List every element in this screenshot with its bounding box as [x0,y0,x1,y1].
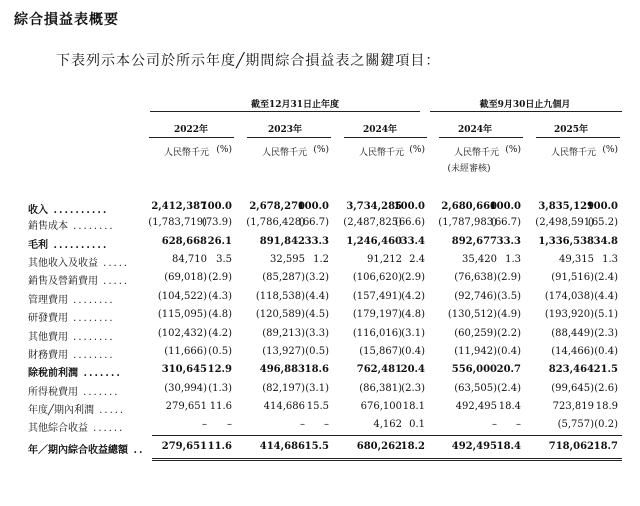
percent-cell: 18.2 [400,441,425,452]
unaudited-note: (未經審核) [447,164,491,174]
unit-label: 人民幣千元 [453,148,499,158]
row-label [28,328,115,343]
percent-cell: (2.9) [401,272,425,283]
percent-cell: (0.4) [594,346,618,357]
percent-cell: 18.6 [304,364,329,375]
leader-dots: .......... [48,205,109,216]
percent-cell: (2.3) [401,383,425,394]
percent-cell: (0.4) [497,346,521,357]
amount-cell: 414,686 [259,441,305,452]
leader-dots: ..... [98,258,130,269]
table-row [0,236,640,252]
table-row [0,419,640,435]
table-row [0,254,640,270]
amount-cell: (13,927) [262,346,305,357]
leader-dots: ........ [68,221,115,232]
percent-cell: (3.2) [305,272,329,283]
percent-cell: 15.5 [306,401,329,412]
percent-cell: (2.3) [594,328,618,339]
row-label-text: 管理費用 [28,295,68,306]
leader-dots: ...... [88,423,125,434]
table-row [0,309,640,325]
table-row [0,346,640,362]
amount-cell: (157,491) [352,291,402,302]
period-rule-nine-month [430,111,622,112]
pct-label: (%) [602,145,618,155]
percent-cell: 11.6 [207,441,232,452]
row-label [28,401,125,416]
amount-cell: 680,262 [356,441,402,452]
amount-cell: 628,668 [161,236,207,247]
row-label-text: 銷售成本 [28,221,68,232]
amount-cell: (116,016) [352,328,402,339]
percent-cell: 33.3 [304,236,329,247]
percent-cell: (4.4) [305,291,329,302]
amount-cell: (174,038) [544,291,594,302]
percent-cell: 11.6 [209,401,232,412]
amount-cell: 279,651 [165,401,207,412]
year-header: 2025年 [553,125,589,135]
total-rule [152,435,622,436]
table-row [0,441,640,457]
amount-cell: (2,498,591) [535,217,594,228]
table-row [0,201,640,217]
row-label-text: 所得稅費用 [28,387,78,398]
table-row [0,217,640,233]
percent-cell: (4.3) [208,291,232,302]
row-label [28,346,115,361]
amount-cell: (85,287) [262,272,305,283]
row-label [28,272,129,287]
percent-cell: (66.7) [298,217,329,228]
row-label-text: 毛利 [28,240,48,251]
amount-cell: 723,819 [552,401,594,412]
year-header: 2023年 [267,125,303,135]
amount-cell: 496,883 [259,364,305,375]
percent-cell: – [227,419,232,430]
amount-cell: (11,942) [454,346,497,357]
row-label-text: 收入 [28,205,48,216]
page-title: 綜合損益表概要 [14,12,119,28]
amount-cell: 35,420 [462,254,497,265]
amount-cell: 718,062 [548,441,594,452]
amount-cell: (1,786,428) [246,217,305,228]
percent-cell: (4.4) [594,291,618,302]
leader-dots: ........ [68,332,115,343]
percent-cell: (2.2) [497,328,521,339]
leader-dots: .......... [48,240,109,251]
percent-cell: 20.7 [496,364,521,375]
amount-cell: 4,162 [373,419,402,430]
pct-label: (%) [409,145,425,155]
amount-cell: (88,449) [551,328,594,339]
amount-cell: (89,213) [262,328,305,339]
leader-dots: ........ [68,295,115,306]
percent-cell: 20.4 [400,364,425,375]
percent-cell: (4.2) [208,328,232,339]
percent-cell: 18.4 [496,441,521,452]
percent-cell: (4.8) [208,309,232,320]
percent-cell: 18.4 [498,401,521,412]
row-label-text: 其他費用 [28,332,68,343]
amount-cell: (106,620) [352,272,402,283]
row-label-text: 年／期內綜合收益總額 [28,445,128,456]
row-label [28,201,108,216]
leader-dots: ..... [98,276,130,287]
percent-cell: (2.9) [208,272,232,283]
amount-cell: (15,867) [359,346,402,357]
percent-cell: (66.6) [394,217,425,228]
percent-cell: (65.2) [587,217,618,228]
amount-cell: (2,487,825) [343,217,402,228]
amount-cell: (14,466) [551,346,594,357]
row-label [28,419,124,434]
percent-cell: (1.3) [208,383,232,394]
year-rule [344,137,427,138]
percent-cell: (3.3) [305,328,329,339]
percent-cell: 21.5 [593,364,618,375]
year-rule [149,137,234,138]
year-rule [536,137,620,138]
amount-cell: 676,100 [360,401,402,412]
unit-label: 人民幣千元 [261,148,307,158]
amount-cell: 310,645 [161,364,207,375]
amount-cell: (179,197) [352,309,402,320]
amount-cell: (5,757) [557,419,594,430]
percent-cell: 1.2 [313,254,329,265]
amount-cell: 1,336,538 [538,236,594,247]
amount-cell: 823,464 [548,364,594,375]
table-row [0,272,640,288]
row-label-text: 年度╱期內利潤 [28,405,95,416]
percent-cell: 33.3 [496,236,521,247]
row-label-text: 銷售及營銷費用 [28,276,98,287]
double-underline [152,458,622,461]
amount-cell: (118,538) [255,291,305,302]
amount-cell: 892,677 [451,236,497,247]
percent-cell: 1.3 [505,254,521,265]
amount-cell: 91,212 [367,254,402,265]
row-label-text: 研發費用 [28,313,68,324]
percent-cell: 0.1 [409,419,425,430]
period-header-nine-month: 截至9月30日止九個月 [479,100,571,110]
percent-cell: (2.4) [497,383,521,394]
period-header-fy: 截至12月31日止年度 [250,100,340,110]
row-label [28,217,115,232]
percent-cell: (0.2) [594,419,618,430]
intro-text: 下表列示本公司於所示年度╱期間綜合損益表之關鍵項目： [56,53,441,69]
amount-cell: (193,920) [544,309,594,320]
leader-dots: ....... [78,387,120,398]
percent-cell: – [324,419,329,430]
percent-cell: 2.4 [409,254,425,265]
row-label [28,309,115,324]
percent-cell: (0.5) [305,346,329,357]
table-row [0,401,640,417]
pct-label: (%) [216,145,232,155]
amount-cell: (92,746) [454,291,497,302]
amount-cell: (1,783,719) [148,217,207,228]
amount-cell: 49,315 [559,254,594,265]
percent-cell: 26.1 [207,236,232,247]
percent-cell: 18.7 [593,441,618,452]
amount-cell: – [202,419,207,430]
percent-cell: 18.1 [402,401,425,412]
percent-cell: (0.4) [401,346,425,357]
amount-cell: 492,495 [455,401,497,412]
percent-cell: 100.0 [489,201,521,212]
amount-cell: 492,495 [451,441,497,452]
percent-cell: 3.5 [216,254,232,265]
amount-cell: 32,595 [270,254,305,265]
year-rule [247,137,331,138]
amount-cell: (63,505) [454,383,497,394]
leader-dots: ....... [78,368,122,379]
amount-cell: (102,432) [157,328,207,339]
percent-cell: (3.1) [401,328,425,339]
percent-cell: (4.5) [305,309,329,320]
amount-cell: (120,589) [255,309,305,320]
amount-cell: 84,710 [172,254,207,265]
amount-cell: 2,680,660 [441,201,497,212]
pct-label: (%) [313,145,329,155]
percent-cell: (0.5) [208,346,232,357]
percent-cell: (73.9) [201,217,232,228]
row-label [28,236,108,251]
row-label [28,291,115,306]
leader-dots: ..... [94,405,126,416]
table-row [0,383,640,399]
percent-cell: (2.9) [497,272,521,283]
percent-cell: (2.6) [594,383,618,394]
pct-label: (%) [505,145,521,155]
row-label-text: 其他收入及收益 [28,258,98,269]
amount-cell: (130,512) [447,309,497,320]
leader-dots: ........ [68,350,115,361]
table-row [0,364,640,380]
amount-cell: (1,787,983) [438,217,497,228]
amount-cell: (76,638) [454,272,497,283]
amount-cell: 891,842 [259,236,305,247]
amount-cell: – [492,419,497,430]
row-label [28,383,119,398]
amount-cell: 279,651 [161,441,207,452]
amount-cell: (11,666) [164,346,207,357]
percent-cell: (5.1) [594,309,618,320]
table-row [0,291,640,307]
amount-cell: (30,994) [164,383,207,394]
percent-cell: (3.1) [305,383,329,394]
percent-cell: (4.2) [401,291,425,302]
percent-cell: 15.5 [304,441,329,452]
percent-cell: 100.0 [586,201,618,212]
year-rule [439,137,523,138]
amount-cell: (104,522) [157,291,207,302]
year-header: 2024年 [362,125,398,135]
amount-cell: 2,678,270 [249,201,305,212]
leader-dots: ........ [68,313,115,324]
percent-cell: 34.8 [593,236,618,247]
row-label-text: 財務費用 [28,350,68,361]
leader-dots: .. [128,445,145,456]
unit-label: 人民幣千元 [550,148,596,158]
percent-cell: (3.5) [497,291,521,302]
unit-label: 人民幣千元 [358,148,404,158]
row-label [28,441,144,456]
amount-cell: 2,412,387 [151,201,207,212]
amount-cell: 762,481 [356,364,402,375]
amount-cell: (86,381) [359,383,402,394]
amount-cell: – [300,419,305,430]
unit-label: 人民幣千元 [163,148,209,158]
percent-cell: 100.0 [297,201,329,212]
amount-cell: (91,516) [551,272,594,283]
amount-cell: (69,018) [164,272,207,283]
percent-cell: 12.9 [207,364,232,375]
row-label-text: 除稅前利潤 [28,368,78,379]
amount-cell: (99,645) [551,383,594,394]
table-row [0,328,640,344]
percent-cell: 33.4 [400,236,425,247]
percent-cell: 100.0 [393,201,425,212]
amount-cell: 3,835,129 [538,201,594,212]
percent-cell: 100.0 [200,201,232,212]
amount-cell: (60,259) [454,328,497,339]
year-header: 2022年 [173,125,209,135]
amount-cell: 1,246,460 [346,236,402,247]
percent-cell: 18.9 [595,401,618,412]
amount-cell: (82,197) [262,383,305,394]
percent-cell: (4.9) [497,309,521,320]
row-label [28,364,122,379]
row-label [28,254,129,269]
row-label-text: 其他綜合收益 [28,423,88,434]
percent-cell: (66.7) [490,217,521,228]
percent-cell: – [516,419,521,430]
amount-cell: 556,000 [451,364,497,375]
percent-cell: 1.3 [602,254,618,265]
amount-cell: 3,734,285 [346,201,402,212]
period-rule-fy [150,111,420,112]
percent-cell: (2.4) [594,272,618,283]
amount-cell: 414,686 [263,401,305,412]
percent-cell: (4.8) [401,309,425,320]
amount-cell: (115,095) [157,309,207,320]
year-header: 2024年 [457,125,493,135]
